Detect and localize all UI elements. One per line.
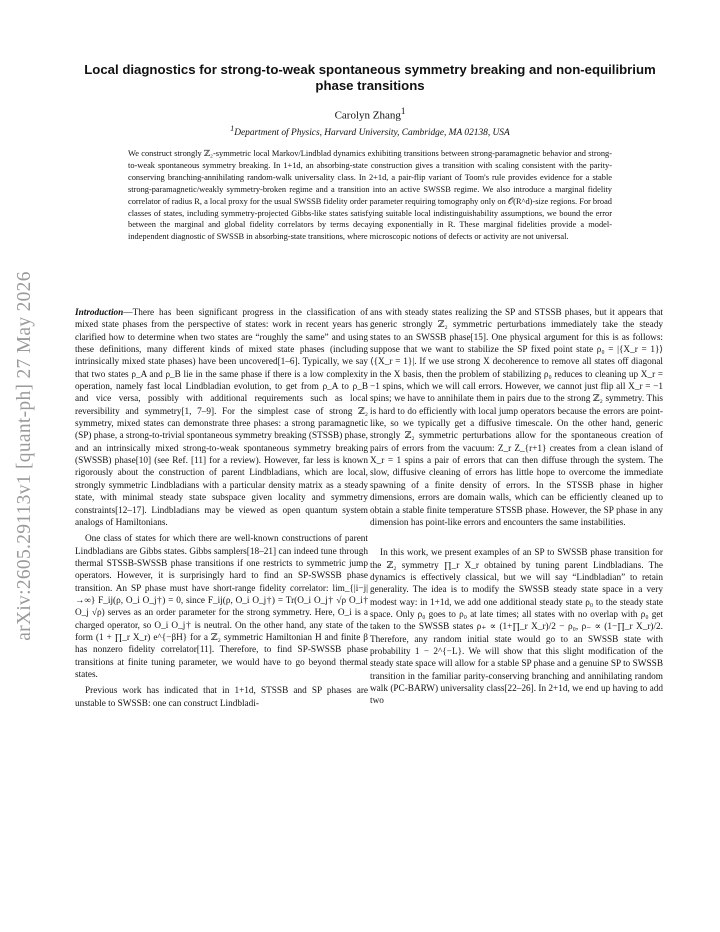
paragraph-text: —There has been significant progress in the classification of mixed state phases from the perspective of states: work in recent years has clarified how to determine when two states are “roughly the same” and using these definitions, many different kinds of mixed state phases (including intrinsically mixed state phases) have been uncovered[1–6]. Typically, we say that two states ρ_A and ρ_B lie in the same phase if there is a low complexity operation, namely fast local Lindbladian evolution, to get from ρ_A to ρ_B and vice versa, possibly with additional requirements such as local reversibility and symmetry[1, 7–9]. For the simplest case of strong ℤ₂ symmetry, mixed states can demonstrate three phases: a strong paramagnetic (SP) phase, a strong-to-trivial spontaneous symmetry breaking (STSSB) phase, and an intrinsically mixed strong-to-weak spontaneous symmetry breaking (SWSSB) phase[10] (see Ref. [11] for a review). However, far less is known rigorously about the construction of parent Lindbladians, which are local, strongly symmetric Lindbladians with a particular density matrix as a steady state, with minimal steady state subspace given locality and symmetry constraints[12–17]. Lindbladians may be viewed as open quantum system analogs of Hamiltonians. xyxy=(75,308,368,528)
affiliation-text: Department of Physics, Harvard University, Cambridge, MA 02138, USA xyxy=(234,128,510,139)
intro-paragraph xyxy=(75,307,368,529)
affiliation-line xyxy=(70,124,670,138)
continuation-paragraph: ans with steady states realizing the SP and STSSB phases, but it appears that generic strongly ℤ₂ symmetric perturbations immediately take the steady states to an SWSSB phase[15]. One physical argument for this is as follows: suppose that we want to stabilize the SP fixed point state ρ₀ = |{X_r = 1}⟩⟨{X_r = 1}|. If we use strong X decoherence to remove all states off diagonal in the X basis, then the problem of stabilizing ρ₀ reduces to cleaning up X_r = −1 spins, which we will call errors. However, we cannot just flip all X_r = −1 spins; we have to annihilate them in pairs due to the strong ℤ₂ symmetry. This is hard to do efficiently with local jump operators because the errors are point-like, so we typically get a diffusive timescale. On the other hand, generic strongly ℤ₂ symmetric perturbations allow for the spontaneous creation of pairs of errors from the vacuum: Z_r Z_{r+1} creates from a clean island of X_r = 1 spins a pair of errors that can then diffuse through the system. The slow, diffusive cleaning of errors has little hope to overcome the immediate spawning of a finite density of errors. In the STSSB phase in higher dimensions, errors are domain walls, which can be efficiently cleaned up to obtain a stable finite temperature STSSB phase. However, the SP phase in any dimension has point-like errors and encounters the same instabilities. xyxy=(370,308,663,528)
arxiv-identifier: arXiv:2605.29113v1 [quant-ph] 27 May 2026 xyxy=(14,271,36,641)
section-lead: Introduction xyxy=(75,308,124,318)
author-name: Carolyn Zhang xyxy=(334,109,401,122)
left-column xyxy=(75,307,368,710)
abstract: We construct strongly ℤ₂-symmetric local Markov/Lindblad dynamics exhibiting transitions between strong-paramagnetic behavior and strong-to-weak spontaneous symmetry breaking. In 1+1d, an absorbing-state construction gives a transition with scaling consistent with the parity-conserving branching-annihilating random-walk universality class. In 2+1d, a pair-flip variant of Toom's rule provides evidence for a stable strong-paramagnetic/weakly symmetry-broken regime and a transition into an active SWSSB regime. We also introduce a marginal fidelity correlator of radius R, a local proxy for the usual SWSSB fidelity order parameter requiring tomography only on 𝒪(R^d)-size regions. For broad classes of states, including symmetry-projected Gibbs-like states satisfying suitable local indistinguishability assumptions, we bound the error between the marginal and global fidelity correlators by terms decaying exponentially in R. These marginal fidelities provide a model-independent diagnostic of SWSSB in absorbing-state transitions, where microscopic notions of defects or activity are not universal. xyxy=(128,149,612,242)
paper-title: Local diagnostics for strong-to-weak spontaneous symmetry breaking and non-equilibrium phase transitions xyxy=(84,62,656,93)
author-superscript: 1 xyxy=(400,106,406,116)
affiliation-superscript: 1 xyxy=(230,124,235,133)
author-line xyxy=(70,106,670,122)
arxiv-side-stamp xyxy=(10,246,40,666)
previous-work-paragraph: Previous work has indicated that in 1+1d, STSSB and SP phases are unstable to SWSSB: one can construct Lindbladi- xyxy=(75,686,368,709)
this-work-paragraph: In this work, we present examples of an SP to SWSSB phase transition for the ℤ₂ symmetry ∏_r X_r obtained by tuning parent Lindbladians. The dynamics is effectively classical, but we will say “Lindbladian” to retain generality. The idea is to modify the SWSSB steady state space in a very modest way: in 1+1d, we add one additional steady state ρ₀ to the steady state space. Only ρ₀ goes to ρ₀ at late times; all states with no overlap with ρ₀ get taken to the SWSSB states ρ₊ ∝ (1+∏_r X_r)/2 − ρ₀, ρ₋ ∝ (1−∏_r X_r)/2. Therefore, any random initial state would go to an SWSSB state with probability 1 − 2^{−L}. We will show that this slight modification of the steady state space will allow for a stable SP phase and a genuine SP to SWSSB transition in the familiar parity-conserving branching and annihilating random walk (PC-BARW) universality class[22–26]. In 2+1d, we end up having to add two xyxy=(370,548,663,707)
gibbs-paragraph: One class of states for which there are well-known constructions of parent Lindbladians are Gibbs states. Gibbs samplers[18–21] can indeed tune through thermal STSSB-SWSSB phase transitions if one restricts to symmetric jump operators. However, it is surprisingly hard to find an SP-SWSSB phase transition. An SP phase must have short-range fidelity correlator: lim_{|i−j|→∞} F_ij(ρ, O_i O_j†) = 0, since F_ij(ρ, O_i O_j†) = Tr(O_i O_j† √ρ O_i† O_j √ρ) serves as an order parameter for the strong symmetry. Here, O_i is a charged operator, so O_i O_j† is neutral. On the other hand, any state of the form (1 + ∏_r X_r) e^{−βH} for a ℤ₂ symmetric Hamiltonian H and finite β has nonzero fidelity correlator[11]. Therefore, to find SP-SWSSB phase transitions at finite tuning parameter, we would have to go beyond thermal states. xyxy=(75,534,368,680)
right-column xyxy=(370,307,663,708)
